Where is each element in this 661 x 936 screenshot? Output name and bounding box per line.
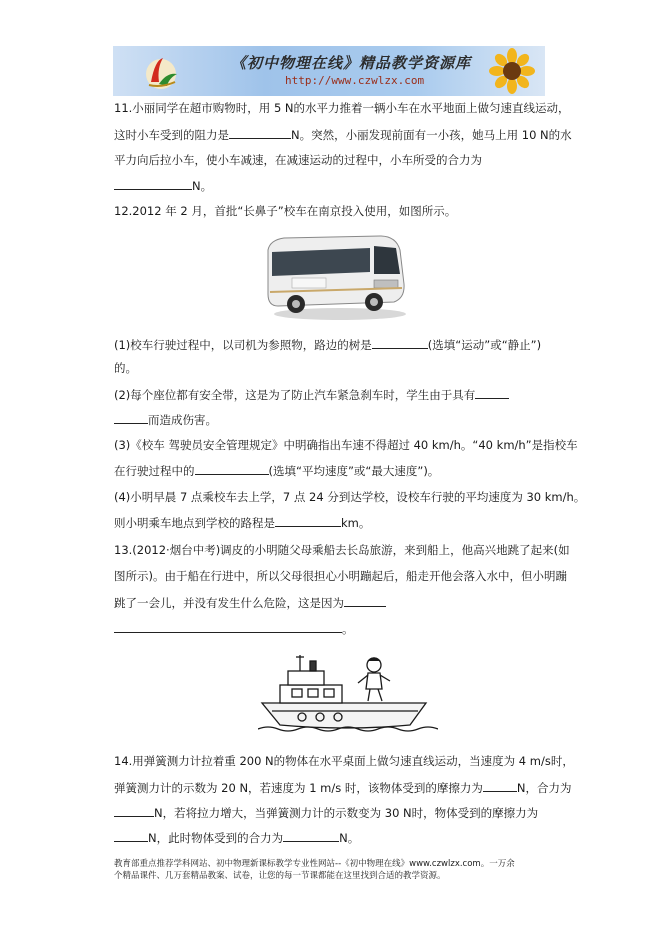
footer-line2: 个精品课件、几万套精品教案、试卷，让您的每一节课都能在这里找到合适的教学资源。 xyxy=(114,871,446,881)
q12-part3-cont: 在行驶过程中的 (选填“平均速度”或“最大速度”)。 xyxy=(114,464,440,478)
school-bus-image xyxy=(262,232,408,322)
q13-line1: 13.(2012·烟台中考)调皮的小明随父母乘船去长岛旅游，来到船上，他高兴地跳了起来(如 xyxy=(114,543,570,557)
q12-part2: (2)每个座位都有安全带，这是为了防止汽车紧急刹车时，学生由于具有 xyxy=(114,386,509,403)
q12-part4-cont: 则小明乘车地点到学校的路程是 km。 xyxy=(114,516,371,530)
q13-line3: 跳了一会儿，并没有发生什么危险，这是因为 xyxy=(114,594,386,611)
q12-line1: 12.2012 年 2 月，首批“长鼻子”校车在南京投入使用，如图所示。 xyxy=(114,204,457,218)
banner-title: 《初中物理在线》精品教学资源库 xyxy=(231,54,472,72)
q11-line3: 平力向后拉小车，使小车减速，在减速运动的过程中，小车所受的合力为 xyxy=(114,153,482,167)
q14-line2: 弹簧测力计的示数为 20 N，若速度为 1 m/s 时，该物体受到的摩擦力为 N，合力为 xyxy=(114,781,572,795)
banner-url: http://www.czwlzx.com xyxy=(285,74,425,87)
answer-blank xyxy=(475,386,509,399)
q12-part2-end: 而造成伤害。 xyxy=(114,411,217,428)
answer-blank xyxy=(114,411,148,424)
answer-blank xyxy=(114,829,148,842)
answer-blank xyxy=(483,779,517,792)
answer-blank xyxy=(114,177,192,190)
answer-blank xyxy=(229,126,291,139)
q14-line3: N，若将拉力增大，当弹簧测力计的示数变为 30 N时，物体受到的摩擦力为 xyxy=(114,804,538,821)
q14-line4: N，此时物体受到的合力为 N。 xyxy=(114,829,359,846)
q13-line2: 图所示)。由于船在行进中，所以父母很担心小明蹦起后，船走开他会落入水中，但小明蹦 xyxy=(114,569,567,583)
boat-boy-image xyxy=(258,651,438,737)
q12-part1-end: 的。 xyxy=(114,361,137,375)
q12-part1: (1)校车行驶过程中，以司机为参照物，路边的树是 (选填“运动”或“静止”) xyxy=(114,338,542,352)
sunflower-icon xyxy=(487,48,537,94)
answer-blank xyxy=(275,514,341,527)
answer-blank xyxy=(344,594,386,607)
q11-line4: N。 xyxy=(114,177,212,194)
q12-part4: (4)小明早晨 7 点乘校车去上学，7 点 24 分到达学校，设校车行驶的平均速度为 30 km/h。 xyxy=(114,490,586,504)
q14-line1: 14.用弹簧测力计拉着重 200 N的物体在水平桌面上做匀速直线运动，当速度为 4 m/s时， xyxy=(114,754,574,768)
q11-line1: 11.小丽同学在超市购物时，用 5 N的水平力推着一辆小车在水平地面上做匀速直线运动， xyxy=(114,101,570,115)
answer-blank xyxy=(114,804,154,817)
answer-blank xyxy=(195,462,269,475)
page-footer xyxy=(114,858,554,882)
site-logo-icon xyxy=(141,52,181,92)
q13-line4: 。 xyxy=(114,620,354,637)
q12-part3: (3)《校车 驾驶员安全管理规定》中明确指出车速不得超过 40 km/h。“40 km/h”是指校车 xyxy=(114,438,578,452)
header-banner xyxy=(113,46,545,96)
footer-line1: 教育部重点推荐学科网站、初中物理新课标教学专业性网站--《初中物理在线》www.czwlzx.com。一万余 xyxy=(114,859,515,869)
answer-blank xyxy=(372,336,428,349)
answer-blank xyxy=(283,829,339,842)
q11-line2: 这时小车受到的阻力是 N。突然，小丽发现前面有一小孩，她马上用 10 N的水 xyxy=(114,128,572,142)
answer-blank xyxy=(114,620,342,633)
